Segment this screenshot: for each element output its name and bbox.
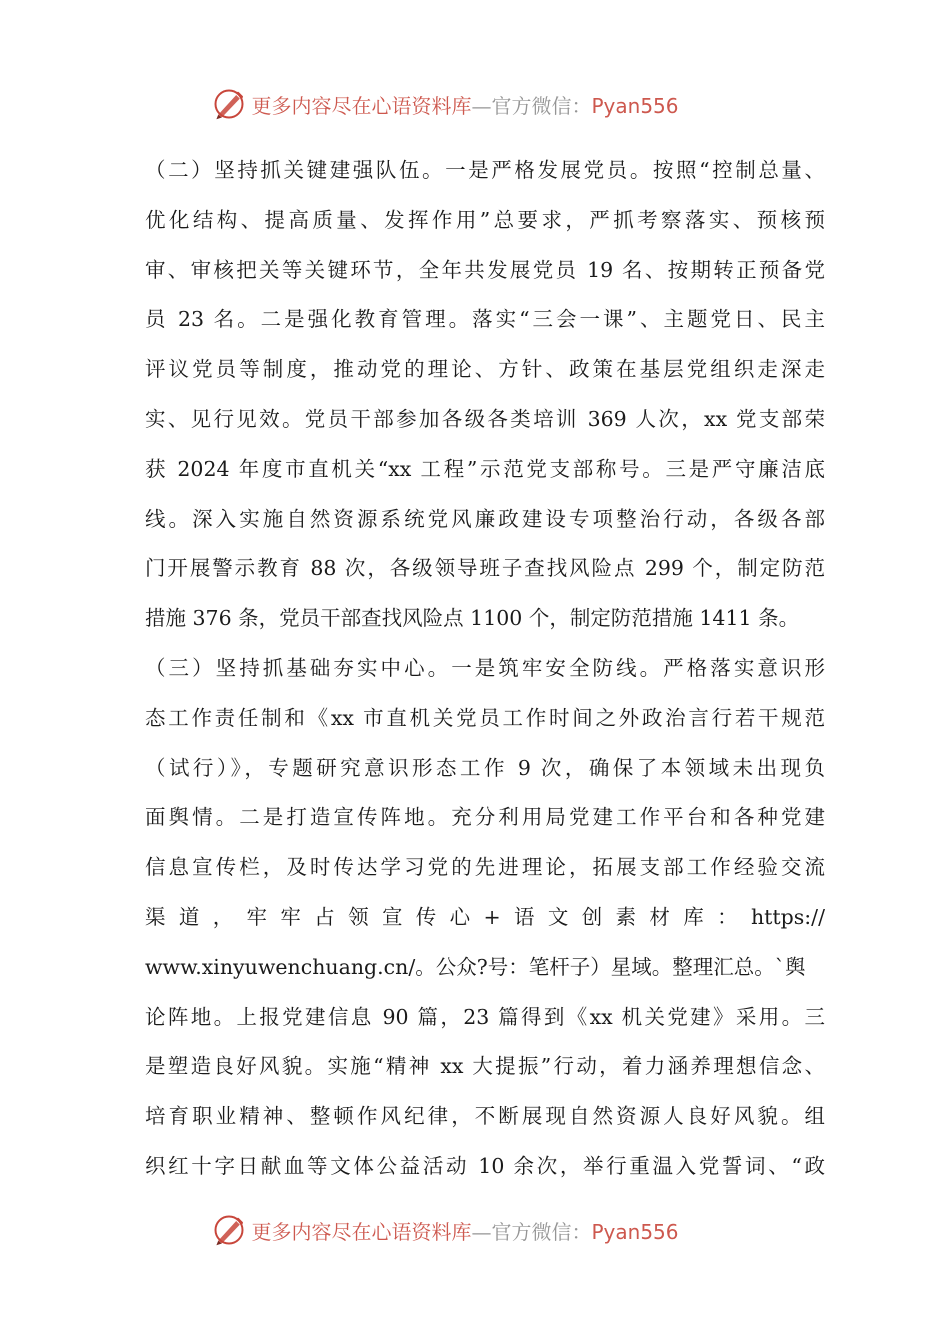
body-line: 获 2024 年度市直机关“xx 工程”示范党支部称号。三是严守廉洁底 [145,456,825,481]
header-watermark-banner [0,82,950,126]
footer-slogan: 更多内容尽在心语资料库 [251,1219,472,1244]
body-line: 织红十字日献血等文体公益活动 10 余次，举行重温入党誓词、“政 [145,1153,825,1178]
body-line: 实、见行见效。党员干部参加各级各类培训 369 人次，xx 党支部荣 [145,406,825,431]
header-wechat-id: Pyan556 [591,93,679,118]
body-line: 线。深入实施自然资源系统党风廉政建设专项整治行动，各级各部 [145,506,825,531]
header-official-label: —官方微信： [471,93,592,118]
footer-wechat-id: Pyan556 [591,1219,679,1244]
body-line: 面舆情。二是打造宣传阵地。充分利用局党建工作平台和各种党建 [145,805,825,830]
body-line: 评议党员等制度，推动党的理论、方针、政策在基层党组织走深走 [145,357,825,382]
footer-official-label: —官方微信： [471,1219,592,1244]
body-line: 门开展警示教育 88 次，各级领导班子查找风险点 299 个，制定防范 [145,556,825,581]
body-line: www.xinyuwenchuang.cn/。公众?号：笔杆子）星域。整理汇总。`舆 [145,954,806,979]
document-body [145,146,825,1192]
body-line: （三）坚持抓基础夯实中心。一是筑牢安全防线。严格落实意识形 [145,655,825,680]
body-line: 员 23 名。二是强化教育管理。落实“三会一课”、主题党日、民主 [145,307,825,332]
header-watermark-text [251,90,678,119]
body-line: 是塑造良好风貌。实施“精神 xx 大提振”行动，着力涵养理想信念、 [145,1054,825,1079]
body-line: 审、审核把关等关键环节，全年共发展党员 19 名、按期转正预备党 [145,257,825,282]
pen-logo-icon [211,1212,247,1248]
header-slogan: 更多内容尽在心语资料库 [251,93,472,118]
pen-logo-icon [211,86,247,122]
body-line: 态工作责任制和《xx 市直机关党员工作时间之外政治言行若干规范 [145,705,825,730]
body-line: （试行）》，专题研究意识形态工作 9 次，确保了本领域未出现负 [145,755,825,780]
footer-watermark-text [251,1216,678,1245]
footer-watermark-banner [0,1208,950,1252]
body-line: 措施 376 条，党员干部查找风险点 1100 个，制定防范措施 1411 条。 [145,606,800,631]
body-line: 论阵地。上报党建信息 90 篇，23 篇得到《xx 机关党建》采用。三 [145,1004,825,1029]
body-line: （二）坚持抓关键建强队伍。一是严格发展党员。按照“控制总量、 [145,158,825,182]
body-line: 信息宣传栏，及时传达学习党的先进理论，拓展支部工作经验交流 [145,855,825,880]
body-line: 渠道，牢牢占领宣传心+语文创素材库：https:// [145,904,825,929]
body-line: 培育职业精神、整顿作风纪律，不断展现自然资源人良好风貌。组 [145,1104,825,1129]
body-line: 优化结构、提高质量、发挥作用”总要求，严抓考察落实、预核预 [145,207,825,232]
